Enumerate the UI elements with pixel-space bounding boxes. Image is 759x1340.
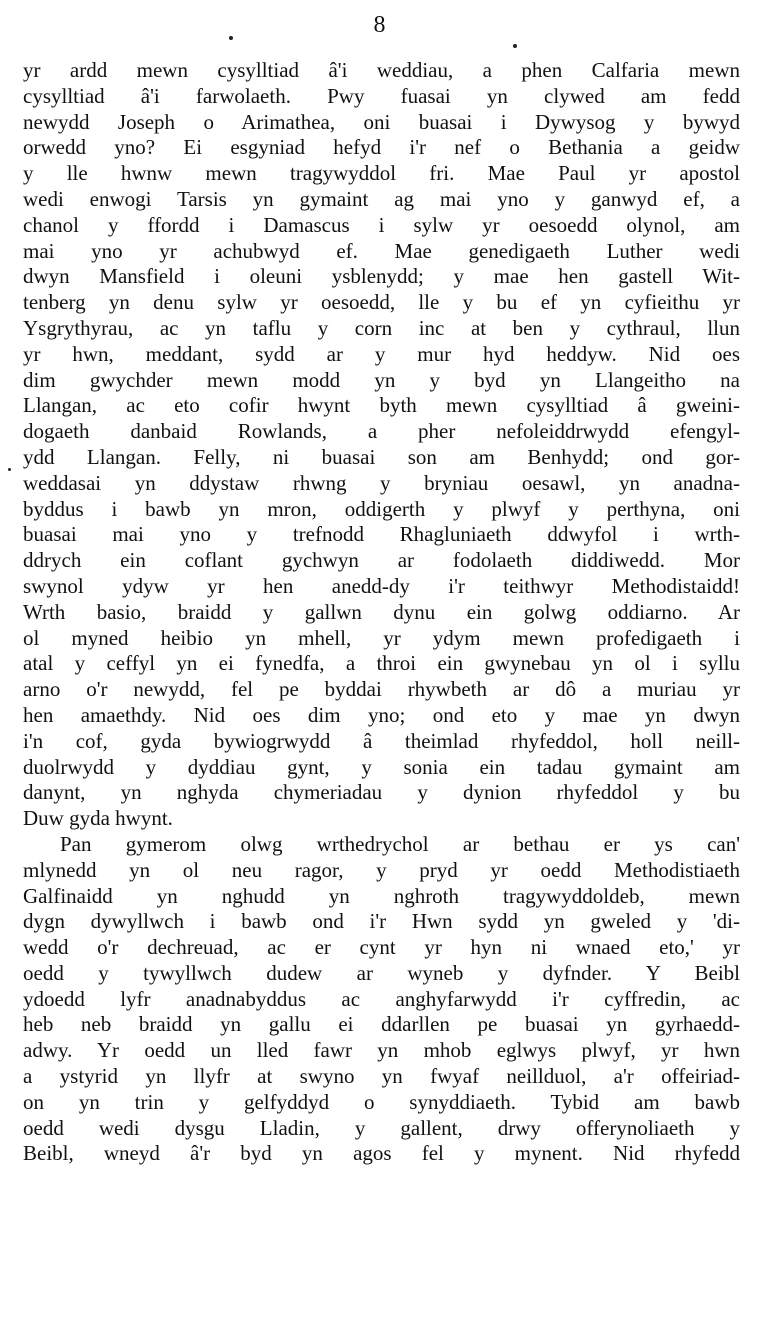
text-line: Beibl, wneyd â'r byd yn agos fel y mynent. Nid rhyfedd: [23, 1141, 740, 1166]
text-line: Pan gymerom olwg wrthedrychol ar bethau er ys can': [60, 831, 740, 856]
text-line: dwyn Mansfield i oleuni ysblenydd; y mae hen gastell Wit-: [23, 264, 740, 289]
text-line: ol myned heibio yn mhell, yr ydym mewn profedigaeth i: [23, 625, 740, 650]
text-line: Llangan, ac eto cofir hwynt byth mewn cysylltiad â gweini-: [23, 393, 740, 418]
text-line: dygn dywyllwch i bawb ond i'r Hwn sydd yn gweled y 'di-: [23, 909, 740, 934]
text-line: Galfinaidd yn nghudd yn nghroth tragywyddoldeb, mewn: [23, 883, 740, 908]
text-line: yr hwn, meddant, sydd ar y mur hyd heddyw. Nid oes: [23, 341, 740, 366]
text-line: oedd wedi dysgu Lladin, y gallent, drwy offerynoliaeth y: [23, 1115, 740, 1140]
text-line: buasai mai yno y trefnodd Rhagluniaeth ddwyfol i wrth-: [23, 522, 740, 547]
text-line: Ysgrythyrau, ac yn taflu y corn inc at ben y cythraul, llun: [23, 315, 740, 340]
text-line: byddus i bawb yn mron, oddigerth y plwyf y perthyna, oni: [23, 496, 740, 521]
text-line: duolrwydd y dyddiau gynt, y sonia ein tadau gymaint am: [23, 754, 740, 779]
text-line: atal y ceffyl yn ei fynedfa, a throi ein gwynebau yn ol i syllu: [23, 651, 740, 676]
text-line: ddrych ein coflant gychwyn ar fodolaeth diddiwedd. Mor: [23, 548, 740, 573]
text-line: heb neb braidd yn gallu ei ddarllen pe buasai yn gyrhaedd-: [23, 1012, 740, 1037]
text-line: tenberg yn denu sylw yr oesoedd, lle y bu ef yn cyfieithu yr: [23, 290, 740, 315]
text-line: newydd Joseph o Arimathea, oni buasai i Dywysog y bywyd: [23, 109, 740, 134]
text-line: i'n cof, gyda bywiogrwydd â theimlad rhyfeddol, holl neill-: [23, 728, 740, 753]
text-line: wedd o'r dechreuad, ac er cynt yr hyn ni wnaed eto,' yr: [23, 935, 740, 960]
text-line: danynt, yn nghyda chymeriadau y dynion rhyfeddol y bu: [23, 780, 740, 805]
print-speck: [8, 468, 11, 471]
text-line: Duw gyda hwynt.: [23, 806, 173, 831]
text-line: yr ardd mewn cysylltiad â'i weddiau, a phen Calfaria mewn: [23, 58, 740, 82]
text-line: wedi enwogi Tarsis yn gymaint ag mai yno y ganwyd ef, a: [23, 186, 740, 211]
text-line: ydd Llangan. Felly, ni buasai son am Benhydd; ond gor-: [23, 444, 740, 469]
body-text: [23, 58, 740, 1167]
text-line: arno o'r newydd, fel pe byddai rhywbeth ar dô a muriau yr: [23, 677, 740, 702]
text-line: oedd y tywyllwch dudew ar wyneb y dyfnder. Y Beibl: [23, 960, 740, 985]
text-line: dogaeth danbaid Rowlands, a pher nefoleiddrwydd efengyl-: [23, 419, 740, 444]
text-line: adwy. Yr oedd un lled fawr yn mhob eglwys plwyf, yr hwn: [23, 1038, 740, 1063]
text-line: hen amaethdy. Nid oes dim yno; ond eto y mae yn dwyn: [23, 702, 740, 727]
text-line: swynol ydyw yr hen anedd-dy i'r teithwyr Methodistaidd!: [23, 573, 740, 598]
text-line: on yn trin y gelfyddyd o synyddiaeth. Tybid am bawb: [23, 1089, 740, 1114]
print-speck: [513, 44, 517, 48]
text-line: Wrth basio, braidd y gallwn dynu ein golwg oddiarno. Ar: [23, 599, 740, 624]
page-number: 8: [373, 12, 386, 38]
text-line: weddasai yn ddystaw rhwng y bryniau oesawl, yn anadna-: [23, 470, 740, 495]
text-line: ydoedd lyfr anadnabyddus ac anghyfarwydd i'r cyffredin, ac: [23, 986, 740, 1011]
text-line: cysylltiad â'i farwolaeth. Pwy fuasai yn clywed am fedd: [23, 83, 740, 108]
text-line: y lle hwnw mewn tragywyddol fri. Mae Paul yr apostol: [23, 161, 740, 186]
text-line: mai yno yr achubwyd ef. Mae genedigaeth Luther wedi: [23, 238, 740, 263]
print-speck: [229, 36, 233, 40]
text-line: orwedd yno? Ei esgyniad hefyd i'r nef o Bethania a geidw: [23, 135, 740, 160]
text-line: mlynedd yn ol neu ragor, y pryd yr oedd Methodistiaeth: [23, 857, 740, 882]
text-line: dim gwychder mewn modd yn y byd yn Llangeitho na: [23, 367, 740, 392]
text-line: chanol y ffordd i Damascus i sylw yr oesoedd olynol, am: [23, 212, 740, 237]
text-line: a ystyrid yn llyfr at swyno yn fwyaf neillduol, a'r offeiriad-: [23, 1064, 740, 1089]
